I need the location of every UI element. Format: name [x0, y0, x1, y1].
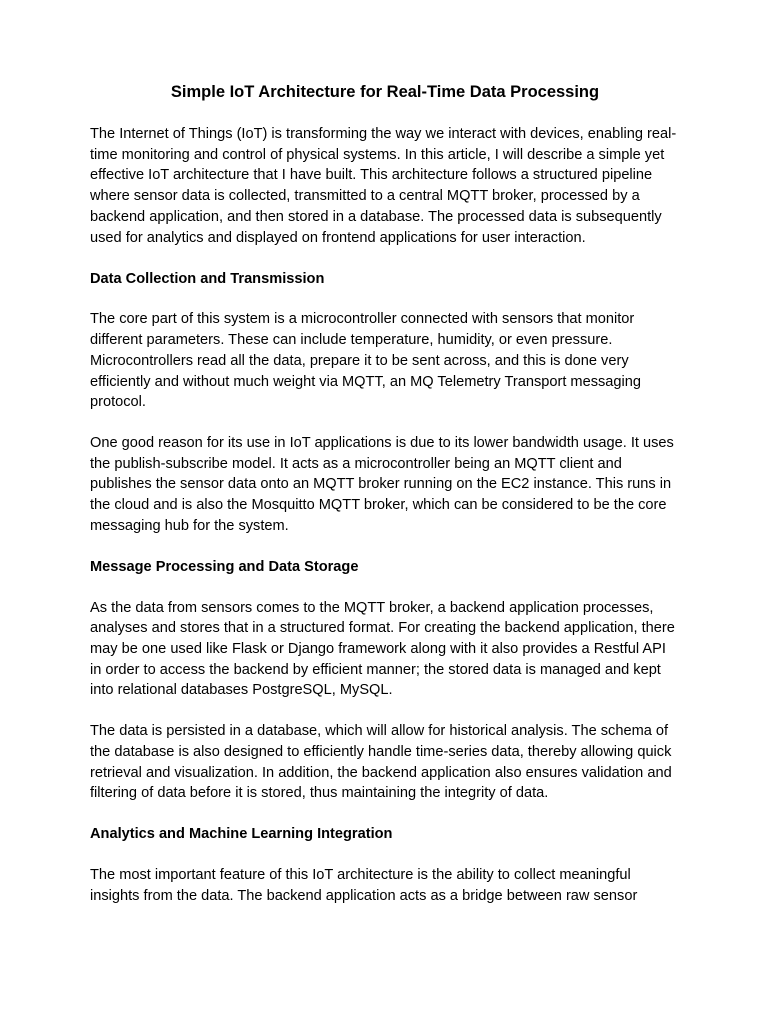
paragraph-analytics-1: The most important feature of this IoT architecture is the ability to collect meaningful insights from the data. The backend application acts as a bridge between raw sensor — [90, 867, 638, 904]
section-heading-data-collection: Data Collection and Transmission — [90, 270, 325, 287]
document-title: Simple IoT Architecture for Real-Time Data Processing — [170, 83, 600, 101]
section-heading-message-processing: Message Processing and Data Storage — [90, 558, 359, 575]
paragraph-data-collection-2: One good reason for its use in IoT applications is due to its lower bandwidth usage. It uses the publish-subscribe model. It acts as a microcontroller being an MQTT client and publishes the sensor data onto an MQTT broker running on the EC2 instance. This runs in the cloud and is also the Mosquitto MQTT broker, which can be considered to be the core messaging hub for the system. — [90, 434, 674, 534]
intro-paragraph: The Internet of Things (IoT) is transforming the way we interact with devices, enabling real-time monitoring and control of physical systems. In this article, I will describe a simple yet effective IoT architecture that I have built. This architecture follows a structured pipeline where sensor data is collected, transmitted to a central MQTT broker, processed by a backend application, and then stored in a database. The processed data is subsequently used for analytics and displayed on frontend applications for user interaction. — [90, 126, 677, 246]
section-heading-analytics: Analytics and Machine Learning Integration — [90, 826, 393, 843]
document-page — [90, 80, 680, 907]
paragraph-message-processing-2: The data is persisted in a database, which will allow for historical analysis. The schema of the database is also designed to efficiently handle time-series data, thereby allowing quick retrieval and visualization. In addition, the backend application also ensures validation and filtering of data before it is stored, thus maintaining the integrity of data. — [90, 723, 672, 802]
paragraph-message-processing-1: As the data from sensors comes to the MQTT broker, a backend application processes, analyses and stores that in a structured format. For creating the backend application, there may be one used like Flask or Django framework along with it also provides a Restful API in order to access the backend by efficient manner; the stored data is managed and kept into relational databases PostgreSQL, MySQL. — [90, 599, 675, 699]
paragraph-data-collection-1: The core part of this system is a microcontroller connected with sensors that monitor different parameters. These can include temperature, humidity, or even pressure. Microcontrollers read all the data, prepare it to be sent across, and this is done very efficiently and without much weight via MQTT, an MQ Telemetry Transport messaging protocol. — [90, 311, 642, 411]
